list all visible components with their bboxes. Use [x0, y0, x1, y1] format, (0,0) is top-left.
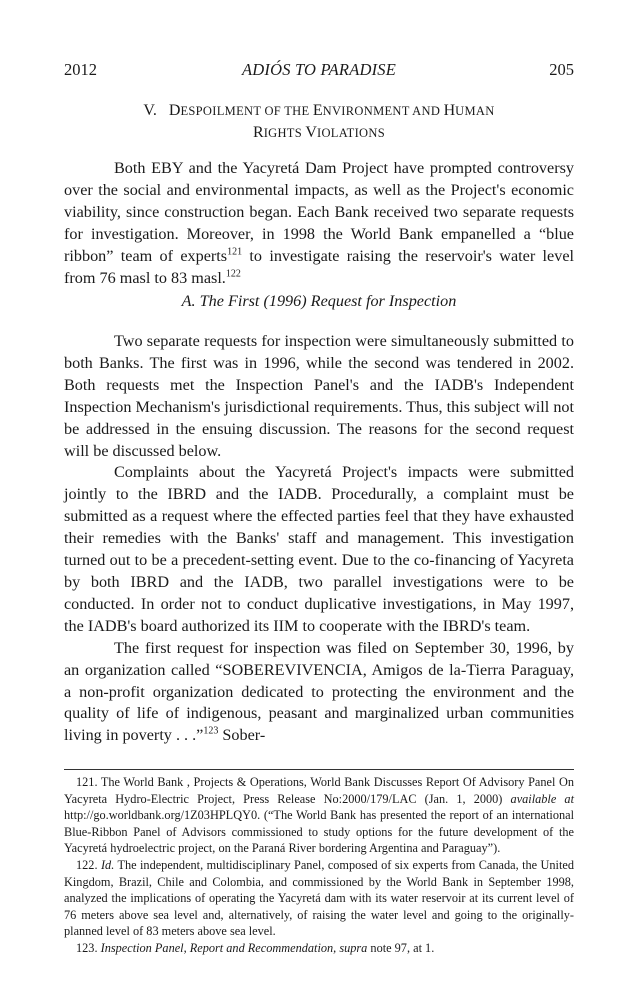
footnote-ref: 121 [227, 246, 243, 258]
footnote-121: 121. The World Bank , Projects & Operations, World Bank Discusses Report Of Advisory Panel On Yacyreta Hydro-Electric Project, Press Release No:2000/179/LAC (Jan. 1, 2000) available at http://go.worldbank.org/1Z03HPLQY0. (“The World Bank has presented the report of an international Blue-Ribbon Panel of Advisors commissioned to study options for the future development of the Yacyretá hydroelectric project, on the Paraná River bordering Argentina and Paraguay”). [64, 775, 574, 856]
footnote-ref: 122 [225, 268, 241, 280]
section-heading-line-2: RIGHTS VIOLATIONS [253, 124, 385, 141]
section-numeral: V. [143, 102, 157, 119]
footnote-number: 121. [76, 775, 98, 789]
running-head-title: ADIÓS TO PARADISE [241, 60, 397, 79]
footnotes [64, 774, 574, 957]
body-paragraph: The first request for inspection was filed on September 30, 1996, by an organization called “SOBEREVIVENCIA, Amigos de la-Tierra Paraguay, a non-profit organization dedicated to protecting the environment and the quality of life of indigenous, peasant and marginalized urban communities living in poverty . . .”$^{123}$ Sober- [64, 638, 574, 745]
section-heading-line-1: V. DESPOILMENT OF THE ENVIRONMENT AND HUMAN [143, 102, 495, 119]
footnote-ref: 123 [203, 725, 219, 737]
footnote-number: 122. [76, 857, 98, 872]
paragraph-1-block [64, 158, 574, 289]
body-paragraph: Two separate requests for inspection were simultaneously submitted to both Banks. The first was in 1996, while the second was tendered in 2002. Both requests met the Inspection Panel's and the IADB's Independent Inspection Mechanism's jurisdictional requirements. Thus, this subject will not be addressed in the ensuing discussion. The reasons for the second request will be discussed below. [64, 332, 574, 460]
page-number: 205 [549, 60, 574, 79]
subsection-heading: A. The First (1996) Request for Inspection [181, 292, 457, 310]
body-text-block [64, 331, 574, 747]
footnote-number: 123. [76, 940, 98, 955]
footnote-123: 123. Inspection Panel, Report and Recommendation, supra note 97, at 1. [76, 940, 435, 955]
running-head-year: 2012 [64, 60, 97, 79]
section-heading [64, 100, 574, 144]
footnote-122: 122. Id. The independent, multidisciplinary Panel, composed of six experts from Canada, the United Kingdom, Brazil, Chile and Colombia, and commissioned by the World Bank in September 1998, analyzed the implications of operating the Yacyretá dam with its water reservoir at its current level of 76 meters above sea level and, alternatively, of raising the water level and going to the originally-planned level of 83 meters above sea level. [64, 857, 574, 939]
footnote-divider [64, 769, 574, 770]
running-head [64, 58, 574, 82]
body-paragraph: Complaints about the Yacyretá Project's impacts were submitted jointly to the IBRD and the IADB. Procedurally, a complaint must be submitted as a request where the effected parties feel that they have exhausted their remedies with the Banks' staff and management. This investigation turned out to be a precedent-setting event. Due to the co-financing of Yacyreta by both IBRD and the IADB, two parallel investigations were to be conducted. In order not to conduct duplicative investigations, in May 1997, the IADB's board authorized its IIM to cooperate with the IBRD's team. [64, 463, 574, 635]
body-paragraph: Both EBY and the Yacyretá Dam Project have prompted controversy over the social and environmental impacts, as well as the Project's economic viability, since construction began. Each Bank received two separate requests for investigation. Moreover, in 1998 the World Bank empanelled a “blue ribbon” team of experts$^{121}$ to investigate raising the reservoir's water level from 76 masl to 83 masl.$^{122}$ [64, 159, 574, 287]
